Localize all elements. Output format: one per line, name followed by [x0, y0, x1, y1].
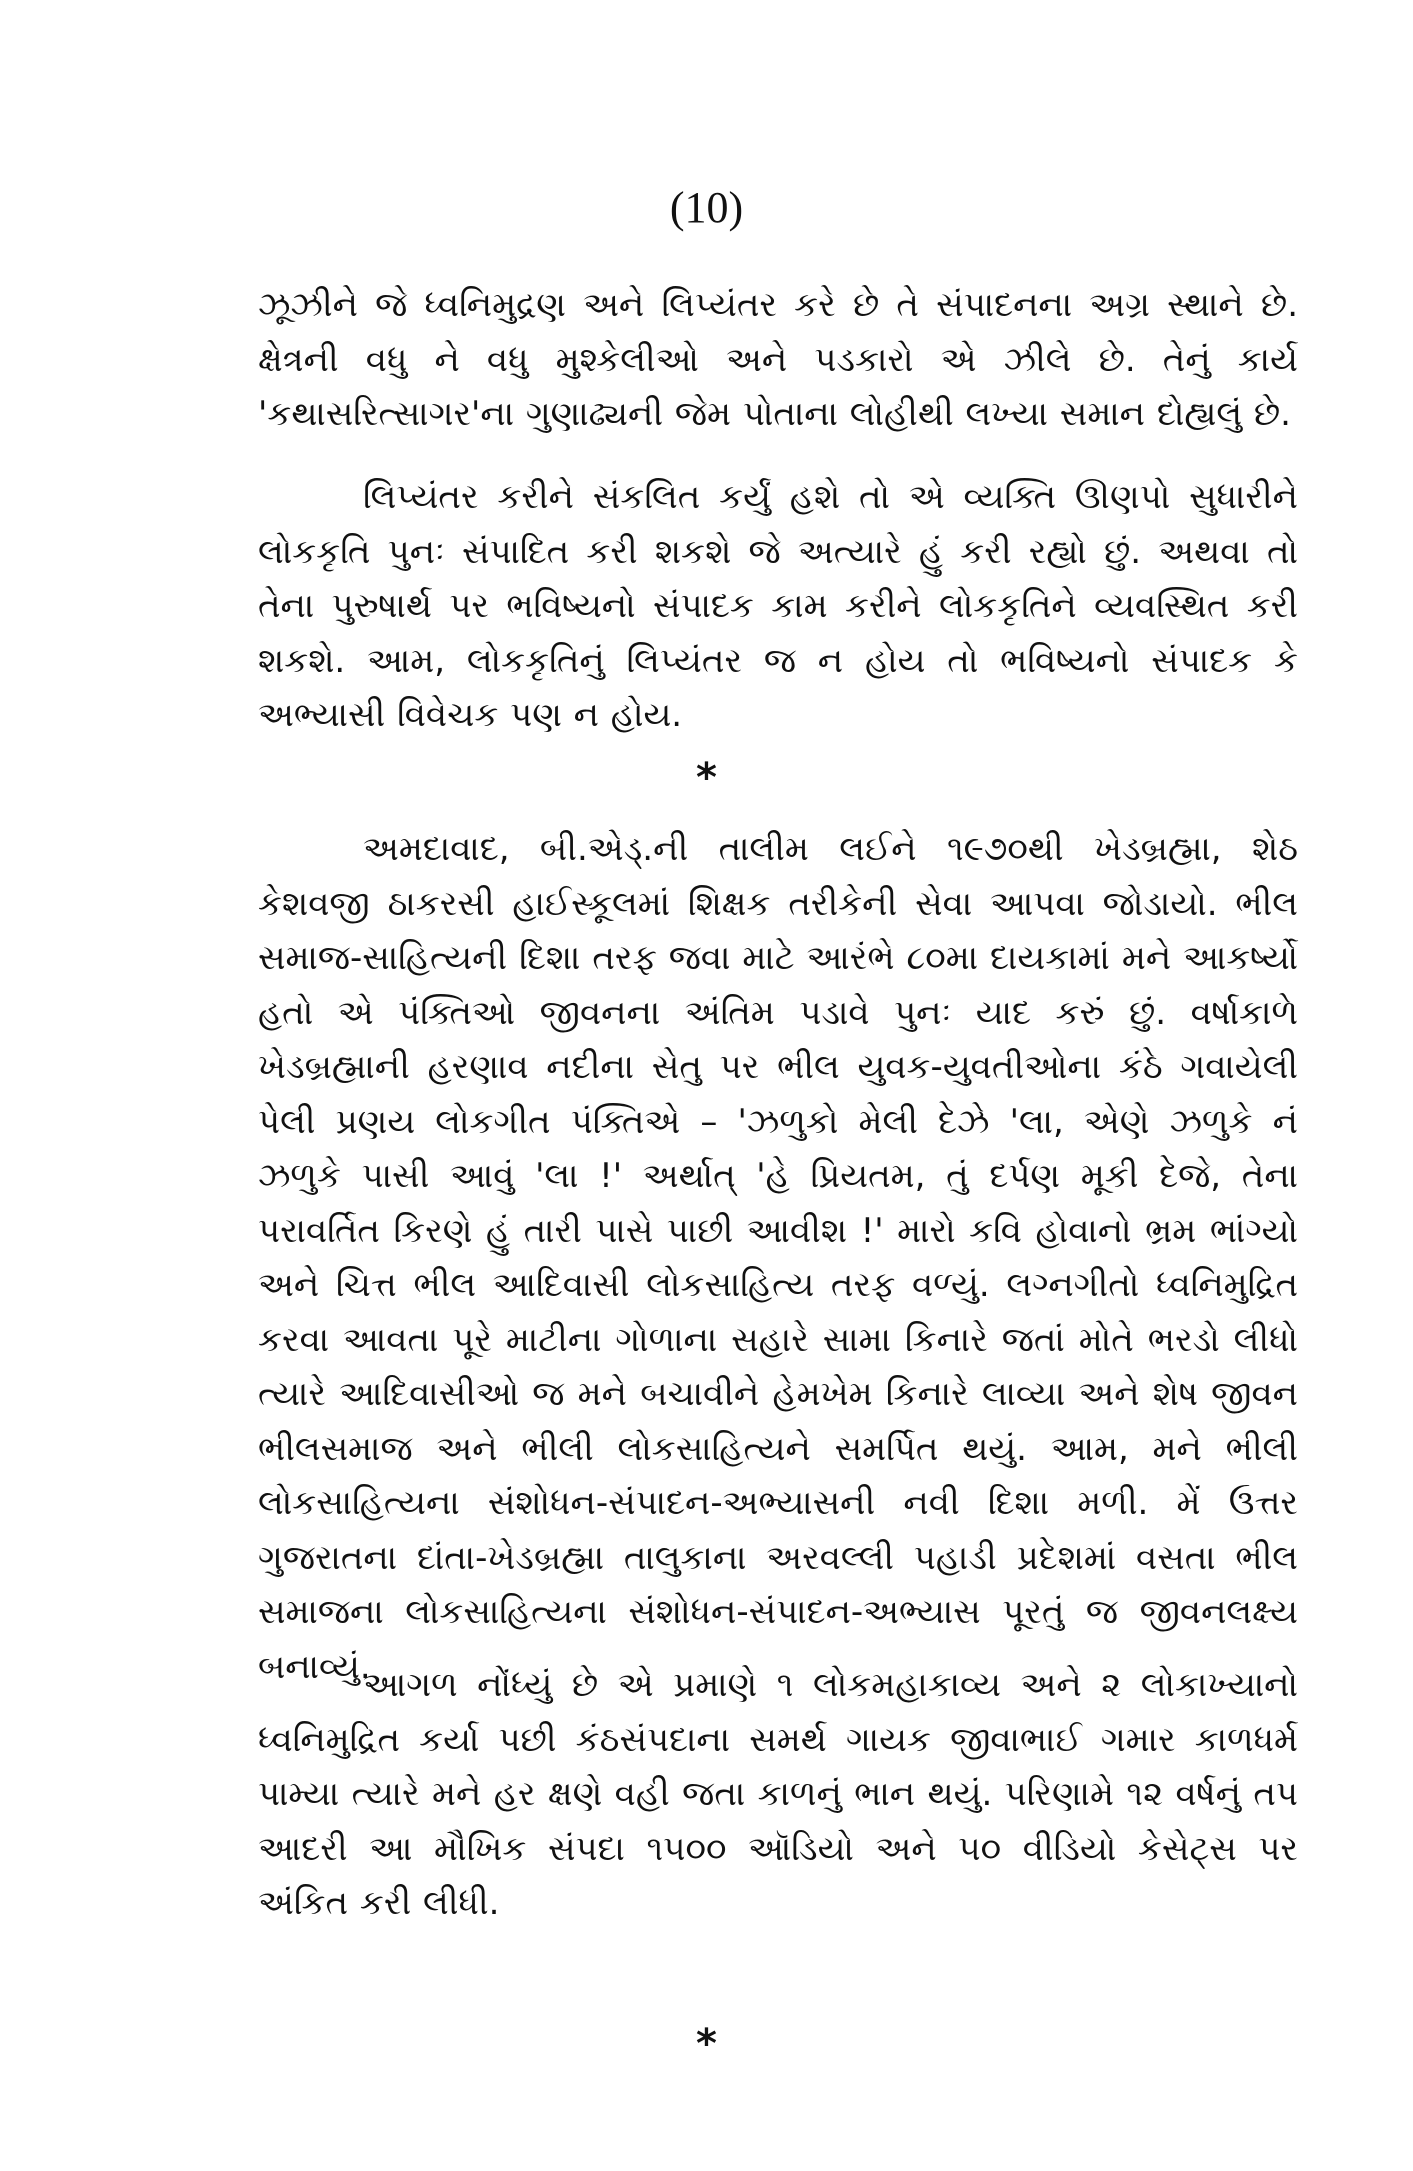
section-separator: * [696, 2021, 717, 2067]
paragraph-transliteration: લિપ્યંતર કરીને સંકલિત કર્યું હશે તો એ વ્યક્તિ ઊણપો સુધારીને લોકકૃતિ પુનઃ સંપાદિત કરી શકશે જે અત્યારે હું કરી રહ્યો છું. અથવા તો તેના પુરુષાર્થ પર ભવિષ્યનો સંપાદક કામ કરીને લોકકૃતિને વ્યવસ્થિત કરી શકશે. આમ, લોકકૃતિનું લિપ્યંતર જ ન હોય તો ભવિષ્યનો સંપાદક કે અભ્યાસી વિવેચક પણ ન હોય. [258, 477, 1298, 735]
paragraph-continuation: ઝૂઝીને જે ધ્વનિમુદ્રણ અને લિપ્યંતર કરે છે તે સંપાદનના અગ્ર સ્થાને છે. ક્ષેત્રની વધુ ને વધુ મુશ્કેલીઓ અને પડકારો એ ઝીલે છે. તેનું કાર્ય 'કથાસરિત્સાગર'ના ગુણાઢ્યની જેમ પોતાના લોહીથી લખ્યા સમાન દોહ્યલું છે. [258, 285, 1298, 434]
paragraph-biography: અમદાવાદ, બી.એડ્.ની તાલીમ લઈને ૧૯૭૦થી ખેડબ્રહ્મા, શેઠ કેશવજી ઠાકરસી હાઈસ્કૂલમાં શિક્ષક તરીકેની સેવા આપવા જોડાયો. ભીલ સમાજ-સાહિત્યની દિશા તરફ જવા માટે આરંભે ૮૦મા દાયકામાં મને આકર્ષ્યો હતો એ પંક્તિઓ જીવનના અંતિમ પડાવે પુનઃ યાદ કરું છું. વર્ષાકાળે ખેડબ્રહ્માની હરણાવ નદીના સેતુ પર ભીલ યુવક-યુવતીઓના કંઠે ગવાયેલી પેલી પ્રણય લોકગીત પંક્તિએ – 'ઝળુકો મેલી દેઝે 'લા, એણે ઝળુકે નં ઝળુકે પાસી આવું 'લા !' અર્થાત્ 'હે પ્રિયતમ, તું દર્પણ મૂકી દેજે, તેના પરાવર્તિત કિરણે હું તારી પાસે પાછી આવીશ !' મારો કવિ હોવાનો ભ્રમ ભાંગ્યો અને ચિત્ત ભીલ આદિવાસી લોકસાહિત્ય તરફ વળ્યું. લગ્નગીતો ધ્વનિમુદ્રિત કરવા આવતા પૂરે માટીના ગોળાના સહારે સામા કિનારે જતાં મોતે ભરડો લીધો ત્યારે આદિવાસીઓ જ મને બચાવીને હેમખેમ કિનારે લાવ્યા અને શેષ જીવન ભીલસમાજ અને ભીલી લોકસાહિત્યને સમર્પિત થયું. આમ, મને ભીલી લોકસાહિત્યના સંશોધન-સંપાદન-અભ્યાસની નવી દિશા મળી. મેં ઉત્તર ગુજરાતના દાંતા-ખેડબ્રહ્મા તાલુકાના અરવલ્લી પહાડી પ્રદેશમાં વસતા ભીલ સમાજના લોકસાહિત્યના સંશોધન-સંપાદન-અભ્યાસ પૂરતું જ જીવનલક્ષ્ય બનાવ્યું. [258, 829, 1298, 1687]
page-number: (10) [669, 183, 744, 232]
section-separator: * [696, 755, 717, 801]
paragraph-recordings: આગળ નોંધ્યું છે એ પ્રમાણે ૧ લોકમહાકાવ્ય અને ૨ લોકાખ્યાનો ધ્વનિમુદ્રિત કર્યા પછી કંઠસંપદાના સમર્થ ગાયક જીવાભાઈ ગમાર કાળધર્મ પામ્યા ત્યારે મને હર ક્ષણે વહી જતા કાળનું ભાન થયું. પરિણામે ૧૨ વર્ષનું તપ આદરી આ મૌખિક સંપદા ૧૫૦૦ ઑડિયો અને ૫૦ વીડિયો કેસેટ્સ પર અંકિત કરી લીધી. [258, 1665, 1298, 1923]
